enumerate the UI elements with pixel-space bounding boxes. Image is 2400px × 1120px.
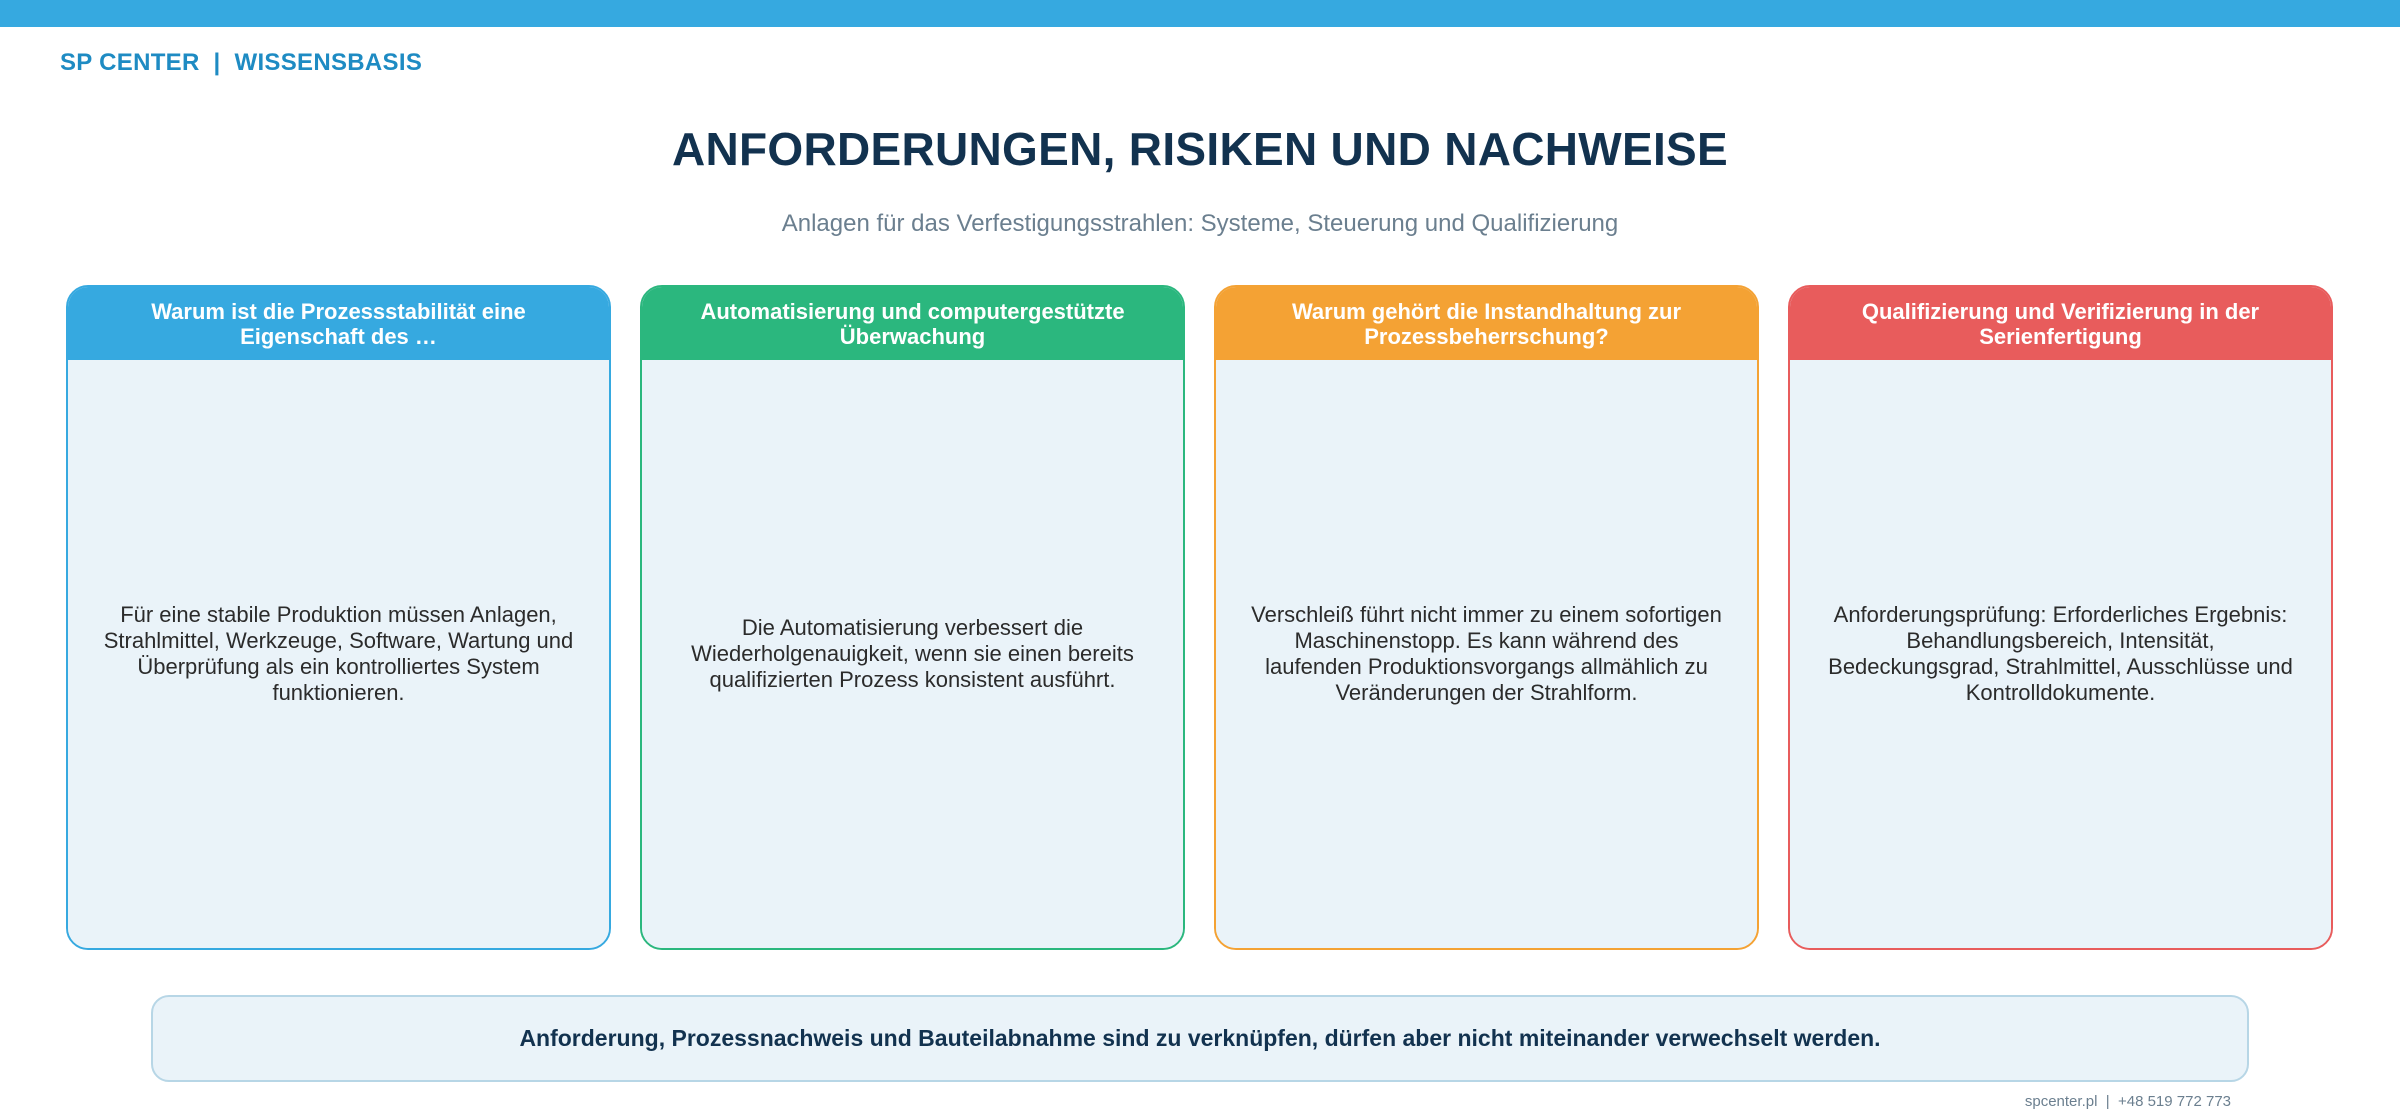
card-body: Die Automatisierung verbessert die Wiederholgenauigkeit, wenn sie einen bereits qualifizierten Prozess konsistent ausführt. — [642, 360, 1183, 948]
page-title: ANFORDERUNGEN, RISIKEN UND NACHWEISE — [671, 123, 1729, 175]
card-process-stability — [66, 285, 611, 950]
card-maintenance — [1214, 285, 1759, 950]
card-header: Qualifizierung und Verifizierung in der Serienfertigung — [1790, 287, 2331, 360]
top-accent-bar — [0, 0, 2400, 27]
page-subtitle: Anlagen für das Verfestigungsstrahlen: Systeme, Steuerung und Qualifizierung — [781, 210, 1619, 237]
card-header: Warum ist die Prozessstabilität eine Eigenschaft des … — [68, 287, 609, 360]
card-automation — [640, 285, 1185, 950]
card-body: Anforderungsprüfung: Erforderliches Ergebnis: Behandlungsbereich, Intensität, Bedeckungsgrad, Strahlmittel, Ausschlüsse und Kontrolldokumente. — [1790, 360, 2331, 948]
brand-header[interactable]: SP CENTER | WISSENSBASIS — [60, 49, 423, 76]
card-body: Verschleiß führt nicht immer zu einem sofortigen Maschinenstopp. Es kann während des laufenden Produktionsvorgangs allmählich zu Veränderungen der Strahlform. — [1216, 360, 1757, 948]
summary-note: Anforderung, Prozessnachweis und Bauteilabnahme sind zu verknüpfen, dürfen aber nicht miteinander verwechselt werden. — [151, 995, 2249, 1082]
footer-contact[interactable]: spcenter.pl | +48 519 772 773 — [2024, 1093, 2231, 1110]
card-qualification — [1788, 285, 2333, 950]
card-header: Warum gehört die Instandhaltung zur Prozessbeherrschung? — [1216, 287, 1757, 360]
card-header: Automatisierung und computergestützte Überwachung — [642, 287, 1183, 360]
card-body: Für eine stabile Produktion müssen Anlagen, Strahlmittel, Werkzeuge, Software, Wartung und Überprüfung als ein kontrolliertes System funktionieren. — [68, 360, 609, 948]
